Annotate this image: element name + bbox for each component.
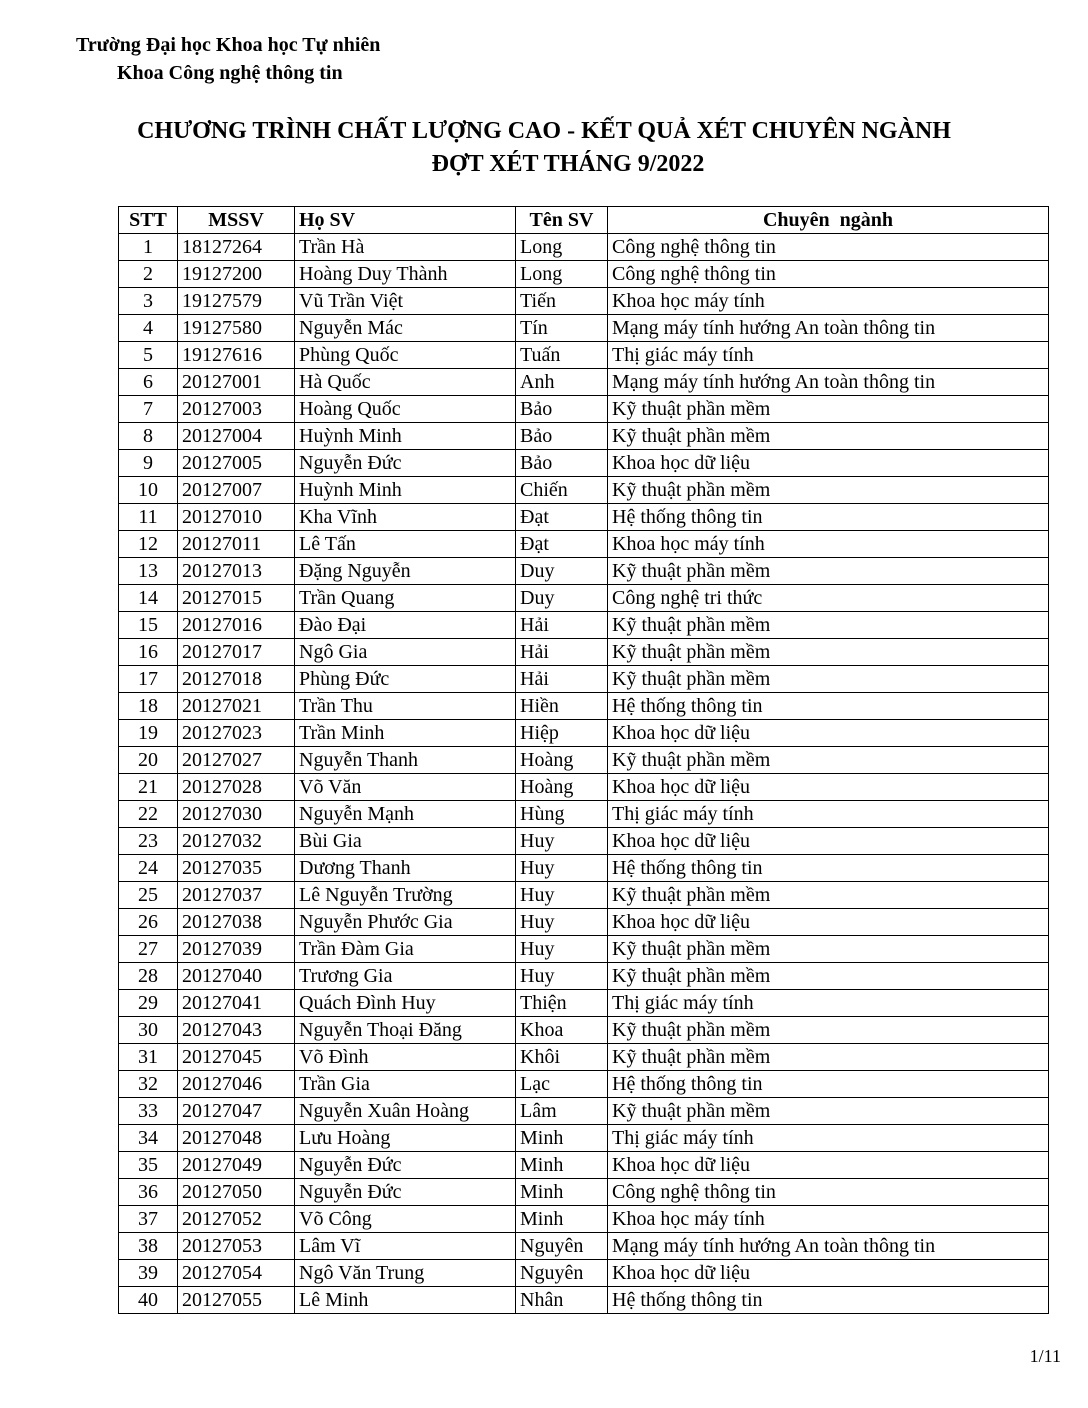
cell-chuyen-nganh: Kỹ thuật phần mềm (608, 1098, 1049, 1125)
cell-ten-sv: Hoàng (516, 747, 608, 774)
cell-mssv: 20127045 (178, 1044, 295, 1071)
table-row (119, 666, 1049, 693)
cell-mssv: 20127038 (178, 909, 295, 936)
cell-stt: 9 (119, 450, 178, 477)
table-row (119, 450, 1049, 477)
cell-chuyen-nganh: Hệ thống thông tin (608, 1071, 1049, 1098)
cell-chuyen-nganh: Mạng máy tính hướng An toàn thông tin (608, 1233, 1049, 1260)
cell-ho-sv: Trương Gia (295, 963, 516, 990)
cell-chuyen-nganh: Kỹ thuật phần mềm (608, 882, 1049, 909)
cell-stt: 39 (119, 1260, 178, 1287)
cell-ho-sv: Lâm Vĩ (295, 1233, 516, 1260)
cell-mssv: 20127043 (178, 1017, 295, 1044)
table-row (119, 342, 1049, 369)
cell-stt: 3 (119, 288, 178, 315)
cell-chuyen-nganh: Kỹ thuật phần mềm (608, 558, 1049, 585)
cell-mssv: 19127579 (178, 288, 295, 315)
cell-ho-sv: Nguyễn Thanh (295, 747, 516, 774)
cell-ho-sv: Nguyễn Mác (295, 315, 516, 342)
cell-ten-sv: Minh (516, 1125, 608, 1152)
cell-ho-sv: Ngô Văn Trung (295, 1260, 516, 1287)
cell-stt: 4 (119, 315, 178, 342)
cell-chuyen-nganh: Hệ thống thông tin (608, 693, 1049, 720)
cell-stt: 15 (119, 612, 178, 639)
cell-ho-sv: Phùng Đức (295, 666, 516, 693)
cell-ten-sv: Long (516, 234, 608, 261)
cell-mssv: 20127041 (178, 990, 295, 1017)
cell-ho-sv: Võ Văn (295, 774, 516, 801)
cell-ten-sv: Huy (516, 828, 608, 855)
cell-ho-sv: Kha Vĩnh (295, 504, 516, 531)
table-row (119, 261, 1049, 288)
cell-ho-sv: Nguyễn Đức (295, 1179, 516, 1206)
cell-mssv: 20127046 (178, 1071, 295, 1098)
cell-ho-sv: Trần Quang (295, 585, 516, 612)
cell-stt: 32 (119, 1071, 178, 1098)
cell-chuyen-nganh: Hệ thống thông tin (608, 504, 1049, 531)
cell-stt: 19 (119, 720, 178, 747)
cell-mssv: 19127580 (178, 315, 295, 342)
cell-chuyen-nganh: Thị giác máy tính (608, 801, 1049, 828)
column-header-ho-sv: Họ SV (295, 207, 516, 234)
cell-ho-sv: Huỳnh Minh (295, 477, 516, 504)
cell-ten-sv: Huy (516, 855, 608, 882)
results-table (118, 206, 1049, 1314)
cell-mssv: 20127010 (178, 504, 295, 531)
cell-ten-sv: Huy (516, 909, 608, 936)
cell-mssv: 20127004 (178, 423, 295, 450)
cell-stt: 25 (119, 882, 178, 909)
cell-ten-sv: Duy (516, 585, 608, 612)
column-header-ten-sv: Tên SV (516, 207, 608, 234)
cell-mssv: 20127053 (178, 1233, 295, 1260)
cell-stt: 13 (119, 558, 178, 585)
cell-ten-sv: Lâm (516, 1098, 608, 1125)
table-row (119, 1098, 1049, 1125)
cell-mssv: 20127007 (178, 477, 295, 504)
cell-chuyen-nganh: Công nghệ thông tin (608, 234, 1049, 261)
table-row (119, 693, 1049, 720)
cell-ten-sv: Thiện (516, 990, 608, 1017)
cell-mssv: 20127005 (178, 450, 295, 477)
cell-mssv: 20127015 (178, 585, 295, 612)
table-row (119, 855, 1049, 882)
cell-ho-sv: Lưu Hoàng (295, 1125, 516, 1152)
cell-mssv: 20127039 (178, 936, 295, 963)
cell-mssv: 20127030 (178, 801, 295, 828)
table-row (119, 288, 1049, 315)
table-row (119, 801, 1049, 828)
cell-ten-sv: Minh (516, 1152, 608, 1179)
table-row (119, 1044, 1049, 1071)
cell-mssv: 20127018 (178, 666, 295, 693)
cell-mssv: 20127052 (178, 1206, 295, 1233)
cell-ten-sv: Hải (516, 639, 608, 666)
cell-ten-sv: Khoa (516, 1017, 608, 1044)
cell-stt: 23 (119, 828, 178, 855)
cell-ho-sv: Hà Quốc (295, 369, 516, 396)
cell-ten-sv: Hùng (516, 801, 608, 828)
table-row (119, 990, 1049, 1017)
cell-mssv: 20127040 (178, 963, 295, 990)
column-header-mssv: MSSV (178, 207, 295, 234)
cell-ho-sv: Võ Đình (295, 1044, 516, 1071)
table-row (119, 423, 1049, 450)
cell-chuyen-nganh: Kỹ thuật phần mềm (608, 639, 1049, 666)
cell-mssv: 20127021 (178, 693, 295, 720)
cell-stt: 37 (119, 1206, 178, 1233)
cell-mssv: 20127035 (178, 855, 295, 882)
cell-chuyen-nganh: Công nghệ tri thức (608, 585, 1049, 612)
cell-ten-sv: Đạt (516, 531, 608, 558)
cell-stt: 34 (119, 1125, 178, 1152)
cell-stt: 5 (119, 342, 178, 369)
cell-ho-sv: Vũ Trần Việt (295, 288, 516, 315)
column-header-chuyen-nganh: Chuyên ngành (608, 207, 1049, 234)
table-row (119, 477, 1049, 504)
table-body (119, 234, 1049, 1314)
cell-mssv: 19127616 (178, 342, 295, 369)
table-row (119, 1287, 1049, 1314)
cell-ten-sv: Hoàng (516, 774, 608, 801)
cell-stt: 2 (119, 261, 178, 288)
cell-chuyen-nganh: Kỹ thuật phần mềm (608, 963, 1049, 990)
cell-ho-sv: Nguyễn Xuân Hoàng (295, 1098, 516, 1125)
cell-mssv: 20127027 (178, 747, 295, 774)
cell-stt: 18 (119, 693, 178, 720)
cell-ten-sv: Nhân (516, 1287, 608, 1314)
cell-mssv: 20127047 (178, 1098, 295, 1125)
cell-ten-sv: Chiến (516, 477, 608, 504)
table-row (119, 639, 1049, 666)
cell-chuyen-nganh: Hệ thống thông tin (608, 1287, 1049, 1314)
column-header-stt: STT (119, 207, 178, 234)
cell-ho-sv: Võ Công (295, 1206, 516, 1233)
cell-ho-sv: Nguyễn Đức (295, 450, 516, 477)
cell-ho-sv: Huỳnh Minh (295, 423, 516, 450)
cell-stt: 11 (119, 504, 178, 531)
cell-ten-sv: Minh (516, 1206, 608, 1233)
cell-stt: 24 (119, 855, 178, 882)
cell-stt: 36 (119, 1179, 178, 1206)
cell-mssv: 18127264 (178, 234, 295, 261)
cell-stt: 14 (119, 585, 178, 612)
cell-stt: 7 (119, 396, 178, 423)
cell-ten-sv: Long (516, 261, 608, 288)
cell-mssv: 20127049 (178, 1152, 295, 1179)
table-row (119, 1071, 1049, 1098)
cell-chuyen-nganh: Kỹ thuật phần mềm (608, 666, 1049, 693)
table-row (119, 1206, 1049, 1233)
page-number: 1/11 (1029, 1346, 1061, 1366)
cell-stt: 21 (119, 774, 178, 801)
cell-chuyen-nganh: Khoa học dữ liệu (608, 720, 1049, 747)
cell-chuyen-nganh: Khoa học máy tính (608, 288, 1049, 315)
table-row (119, 720, 1049, 747)
cell-ho-sv: Dương Thanh (295, 855, 516, 882)
cell-ho-sv: Trần Gia (295, 1071, 516, 1098)
cell-stt: 31 (119, 1044, 178, 1071)
cell-ho-sv: Lê Tấn (295, 531, 516, 558)
table-row (119, 558, 1049, 585)
cell-stt: 12 (119, 531, 178, 558)
cell-mssv: 20127003 (178, 396, 295, 423)
cell-ten-sv: Duy (516, 558, 608, 585)
table-row (119, 396, 1049, 423)
cell-ten-sv: Anh (516, 369, 608, 396)
cell-mssv: 20127011 (178, 531, 295, 558)
cell-chuyen-nganh: Kỹ thuật phần mềm (608, 423, 1049, 450)
cell-ho-sv: Hoàng Quốc (295, 396, 516, 423)
cell-chuyen-nganh: Khoa học dữ liệu (608, 909, 1049, 936)
cell-ten-sv: Bảo (516, 423, 608, 450)
table-row (119, 531, 1049, 558)
cell-stt: 30 (119, 1017, 178, 1044)
cell-ten-sv: Hải (516, 666, 608, 693)
table-row (119, 774, 1049, 801)
cell-mssv: 20127054 (178, 1260, 295, 1287)
cell-chuyen-nganh: Kỹ thuật phần mềm (608, 936, 1049, 963)
cell-chuyen-nganh: Khoa học dữ liệu (608, 774, 1049, 801)
cell-ho-sv: Phùng Quốc (295, 342, 516, 369)
cell-ho-sv: Ngô Gia (295, 639, 516, 666)
cell-mssv: 20127017 (178, 639, 295, 666)
cell-stt: 17 (119, 666, 178, 693)
cell-ho-sv: Nguyễn Mạnh (295, 801, 516, 828)
cell-ho-sv: Trần Hà (295, 234, 516, 261)
cell-stt: 33 (119, 1098, 178, 1125)
cell-mssv: 20127028 (178, 774, 295, 801)
table-row (119, 234, 1049, 261)
faculty-name: Khoa Công nghệ thông tin (117, 62, 343, 84)
cell-ten-sv: Bảo (516, 396, 608, 423)
cell-chuyen-nganh: Kỹ thuật phần mềm (608, 1017, 1049, 1044)
table-row (119, 369, 1049, 396)
cell-ho-sv: Trần Minh (295, 720, 516, 747)
cell-ho-sv: Nguyễn Phước Gia (295, 909, 516, 936)
cell-chuyen-nganh: Thị giác máy tính (608, 342, 1049, 369)
cell-ten-sv: Hiền (516, 693, 608, 720)
cell-chuyen-nganh: Kỹ thuật phần mềm (608, 1044, 1049, 1071)
table-row (119, 504, 1049, 531)
cell-ten-sv: Huy (516, 963, 608, 990)
cell-ho-sv: Lê Nguyễn Trường (295, 882, 516, 909)
cell-stt: 35 (119, 1152, 178, 1179)
cell-ten-sv: Huy (516, 936, 608, 963)
table-row (119, 909, 1049, 936)
cell-mssv: 19127200 (178, 261, 295, 288)
cell-stt: 26 (119, 909, 178, 936)
cell-stt: 8 (119, 423, 178, 450)
document-subtitle: ĐỢT XÉT THÁNG 9/2022 (431, 151, 705, 177)
cell-stt: 27 (119, 936, 178, 963)
cell-ho-sv: Nguyễn Đức (295, 1152, 516, 1179)
cell-stt: 10 (119, 477, 178, 504)
cell-ten-sv: Hiệp (516, 720, 608, 747)
cell-chuyen-nganh: Khoa học dữ liệu (608, 1260, 1049, 1287)
cell-ho-sv: Đặng Nguyễn (295, 558, 516, 585)
cell-mssv: 20127048 (178, 1125, 295, 1152)
cell-chuyen-nganh: Hệ thống thông tin (608, 855, 1049, 882)
cell-ten-sv: Đạt (516, 504, 608, 531)
cell-ho-sv: Trần Đàm Gia (295, 936, 516, 963)
cell-chuyen-nganh: Khoa học máy tính (608, 531, 1049, 558)
university-name: Trường Đại học Khoa học Tự nhiên (76, 34, 381, 56)
document-title: CHƯƠNG TRÌNH CHẤT LƯỢNG CAO - KẾT QUẢ XÉT CHUYÊN NGÀNH (137, 118, 951, 144)
table-row (119, 936, 1049, 963)
cell-ten-sv: Minh (516, 1179, 608, 1206)
table-row (119, 828, 1049, 855)
table-header-row (119, 207, 1049, 234)
table-row (119, 315, 1049, 342)
cell-ten-sv: Khôi (516, 1044, 608, 1071)
cell-ho-sv: Hoàng Duy Thành (295, 261, 516, 288)
table-row (119, 1179, 1049, 1206)
cell-stt: 29 (119, 990, 178, 1017)
cell-mssv: 20127016 (178, 612, 295, 639)
cell-chuyen-nganh: Mạng máy tính hướng An toàn thông tin (608, 369, 1049, 396)
cell-ho-sv: Bùi Gia (295, 828, 516, 855)
cell-chuyen-nganh: Kỹ thuật phần mềm (608, 612, 1049, 639)
cell-mssv: 20127001 (178, 369, 295, 396)
cell-chuyen-nganh: Khoa học dữ liệu (608, 828, 1049, 855)
cell-mssv: 20127032 (178, 828, 295, 855)
cell-stt: 22 (119, 801, 178, 828)
cell-ten-sv: Nguyên (516, 1233, 608, 1260)
cell-stt: 1 (119, 234, 178, 261)
cell-stt: 28 (119, 963, 178, 990)
cell-mssv: 20127023 (178, 720, 295, 747)
table-row (119, 585, 1049, 612)
cell-mssv: 20127013 (178, 558, 295, 585)
cell-ho-sv: Lê Minh (295, 1287, 516, 1314)
cell-chuyen-nganh: Khoa học dữ liệu (608, 450, 1049, 477)
cell-mssv: 20127055 (178, 1287, 295, 1314)
table-row (119, 1125, 1049, 1152)
table-row (119, 747, 1049, 774)
cell-chuyen-nganh: Công nghệ thông tin (608, 1179, 1049, 1206)
table-row (119, 612, 1049, 639)
cell-ten-sv: Tín (516, 315, 608, 342)
cell-chuyen-nganh: Thị giác máy tính (608, 990, 1049, 1017)
cell-chuyen-nganh: Kỹ thuật phần mềm (608, 747, 1049, 774)
cell-chuyen-nganh: Kỹ thuật phần mềm (608, 477, 1049, 504)
cell-chuyen-nganh: Khoa học dữ liệu (608, 1152, 1049, 1179)
cell-ho-sv: Nguyễn Thoại Đăng (295, 1017, 516, 1044)
table-row (119, 963, 1049, 990)
table-row (119, 882, 1049, 909)
cell-ten-sv: Huy (516, 882, 608, 909)
cell-ten-sv: Hải (516, 612, 608, 639)
cell-ten-sv: Tuấn (516, 342, 608, 369)
cell-ho-sv: Đào Đại (295, 612, 516, 639)
cell-stt: 16 (119, 639, 178, 666)
cell-ten-sv: Bảo (516, 450, 608, 477)
cell-stt: 38 (119, 1233, 178, 1260)
cell-ten-sv: Tiến (516, 288, 608, 315)
cell-chuyen-nganh: Mạng máy tính hướng An toàn thông tin (608, 315, 1049, 342)
cell-stt: 40 (119, 1287, 178, 1314)
table-row (119, 1260, 1049, 1287)
cell-stt: 20 (119, 747, 178, 774)
table-row (119, 1233, 1049, 1260)
table-row (119, 1152, 1049, 1179)
cell-mssv: 20127037 (178, 882, 295, 909)
cell-ten-sv: Nguyên (516, 1260, 608, 1287)
cell-mssv: 20127050 (178, 1179, 295, 1206)
cell-chuyen-nganh: Thị giác máy tính (608, 1125, 1049, 1152)
cell-chuyen-nganh: Công nghệ thông tin (608, 261, 1049, 288)
cell-ho-sv: Trần Thu (295, 693, 516, 720)
cell-chuyen-nganh: Khoa học máy tính (608, 1206, 1049, 1233)
cell-stt: 6 (119, 369, 178, 396)
cell-ho-sv: Quách Đình Huy (295, 990, 516, 1017)
table-row (119, 1017, 1049, 1044)
cell-chuyen-nganh: Kỹ thuật phần mềm (608, 396, 1049, 423)
cell-ten-sv: Lạc (516, 1071, 608, 1098)
